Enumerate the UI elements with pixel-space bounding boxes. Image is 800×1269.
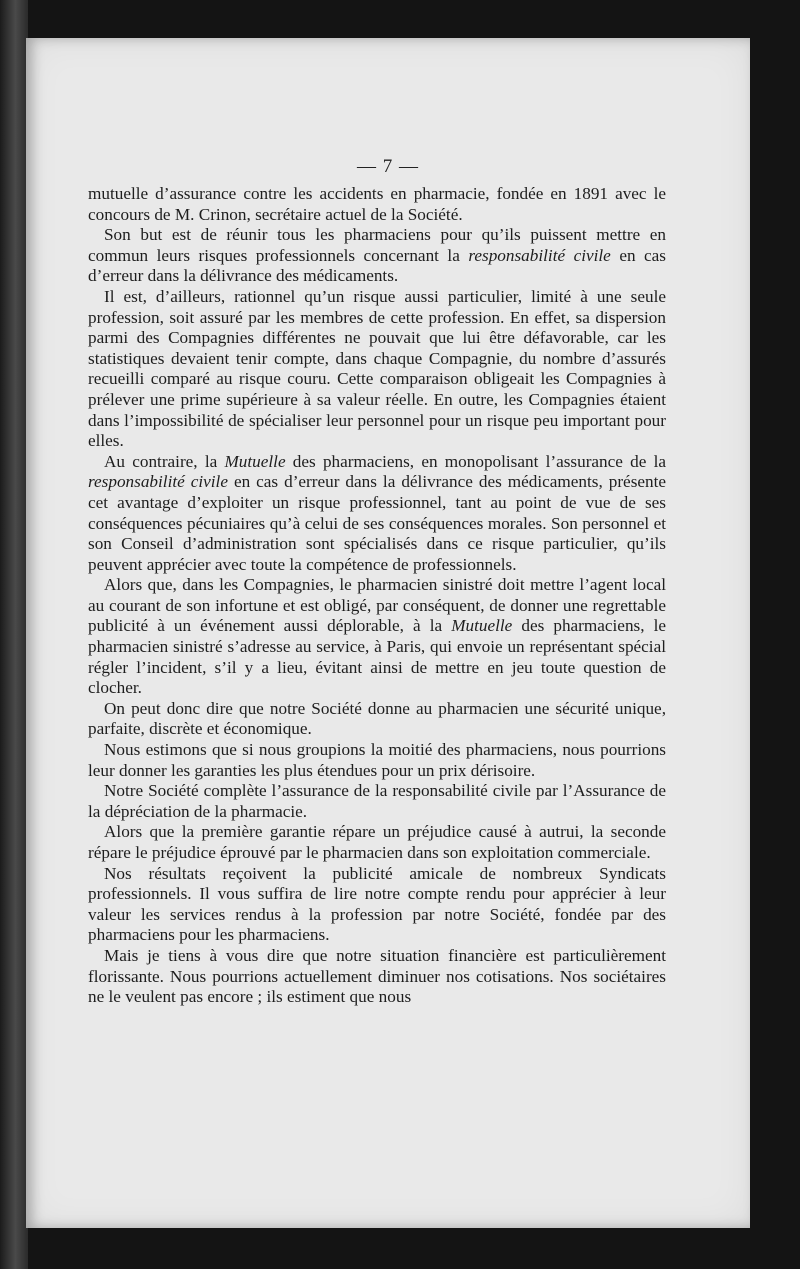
paragraph	[88, 575, 666, 699]
text-run: des pharmaciens, en monopolisant l’assurance de la	[285, 451, 666, 471]
paragraph	[88, 699, 666, 740]
paragraph	[88, 740, 666, 781]
italic-text: responsabilité civile	[468, 245, 611, 265]
text-run: Nos résultats reçoivent la publicité amicale de nombreux Syndicats professionnels. Il vous suffira de lire notre compte rendu pour apprécier à leur valeur les services rendus à la profession par notre Société, fondée par des pharmaciens pour les pharmaciens.	[88, 863, 666, 945]
italic-text: Mutuelle	[224, 451, 286, 471]
body-text	[88, 184, 666, 1008]
paragraph	[88, 287, 666, 452]
text-run: des pharmaciens, le pharmacien sinistré s’adresse au service, à Paris, qui envoie un représentant spécial régler l’incident, s’il y a lieu, évitant ainsi de mettre en jeu toute question de clocher.	[88, 616, 666, 698]
book-page	[26, 38, 750, 1228]
text-run: Notre Société complète l’assurance de la responsabilité civile par l’Assurance de la dépréciation de la pharmacie.	[88, 781, 666, 821]
paragraph	[88, 822, 666, 863]
text-run: Alors que la première garantie répare un préjudice causé à autrui, la seconde répare le préjudice éprouvé par le pharmacien dans son exploitation commerciale.	[88, 822, 666, 862]
previous-page-edge	[0, 0, 28, 1269]
text-run: Il est, d’ailleurs, rationnel qu’un risque aussi particulier, limité à une seule profession, soit assuré par les membres de cette profession. En effet, sa dispersion parmi des Compagnies différentes ne pouvait que lui être défavorable, car les statistiques devaient tenir compte, dans chaque Compagnie, du nombre d’assurés recueilli comparé au risque couru. Cette comparaison obligeait les Compagnies à prélever une prime supérieure à sa valeur réelle. En outre, les Compagnies étaient dans l’impossibilité de spécialiser leur personnel pour un risque peu important pour elles.	[88, 286, 666, 451]
italic-text: responsabilité civile	[88, 472, 228, 492]
paragraph	[88, 864, 666, 946]
text-run: Son but est de réunir tous les pharmaciens pour qu’ils puissent mettre en commun leurs risques professionnels concernant la	[88, 225, 666, 265]
text-run: mutuelle d’assurance contre les accidents en pharmacie, fondée en 1891 avec le concours de M. Crinon, secrétaire actuel de la Société.	[88, 184, 666, 224]
paragraph	[88, 452, 666, 576]
text-run: On peut donc dire que notre Société donne au pharmacien une sécurité unique, parfaite, discrète et économique.	[88, 698, 666, 739]
text-run: Au contraire, la	[104, 451, 225, 471]
text-run: Alors que, dans les Compagnies, le pharmacien sinistré doit mettre l’agent local au courant de son infortune et est obligé, par conséquent, de donner une regrettable publicité à un événement aussi déplorable, à la	[88, 575, 666, 636]
italic-text: Mutuelle	[451, 616, 513, 636]
paragraph	[88, 184, 666, 225]
text-run: en cas d’erreur dans la délivrance des médicaments.	[88, 245, 666, 286]
page-number: — 7 —	[357, 156, 419, 177]
paragraph	[88, 946, 666, 1008]
text-run: en cas d’erreur dans la délivrance des médicaments, présente cet avantage d’exploiter un risque professionnel, tant au point de vue de ses conséquences pécuniaires qu’à celui de ses conséquences morales. Son personnel et son Conseil d’administration sont spécialisés dans ce risque particulier, qu’ils peuvent apprécier avec toute la compétence de professionnels.	[88, 472, 667, 574]
paragraph	[88, 781, 666, 822]
text-run: Nous estimons que si nous groupions la moitié des pharmaciens, nous pourrions leur donner les garanties les plus étendues pour un prix dérisoire.	[88, 740, 666, 780]
paragraph	[88, 225, 666, 287]
text-run: Mais je tiens à vous dire que notre situation financière est particulièrement florissante. Nous pourrions actuellement diminuer nos cotisations. Nos sociétaires ne le veulent pas encore ; ils estiment que nous	[88, 945, 666, 1007]
